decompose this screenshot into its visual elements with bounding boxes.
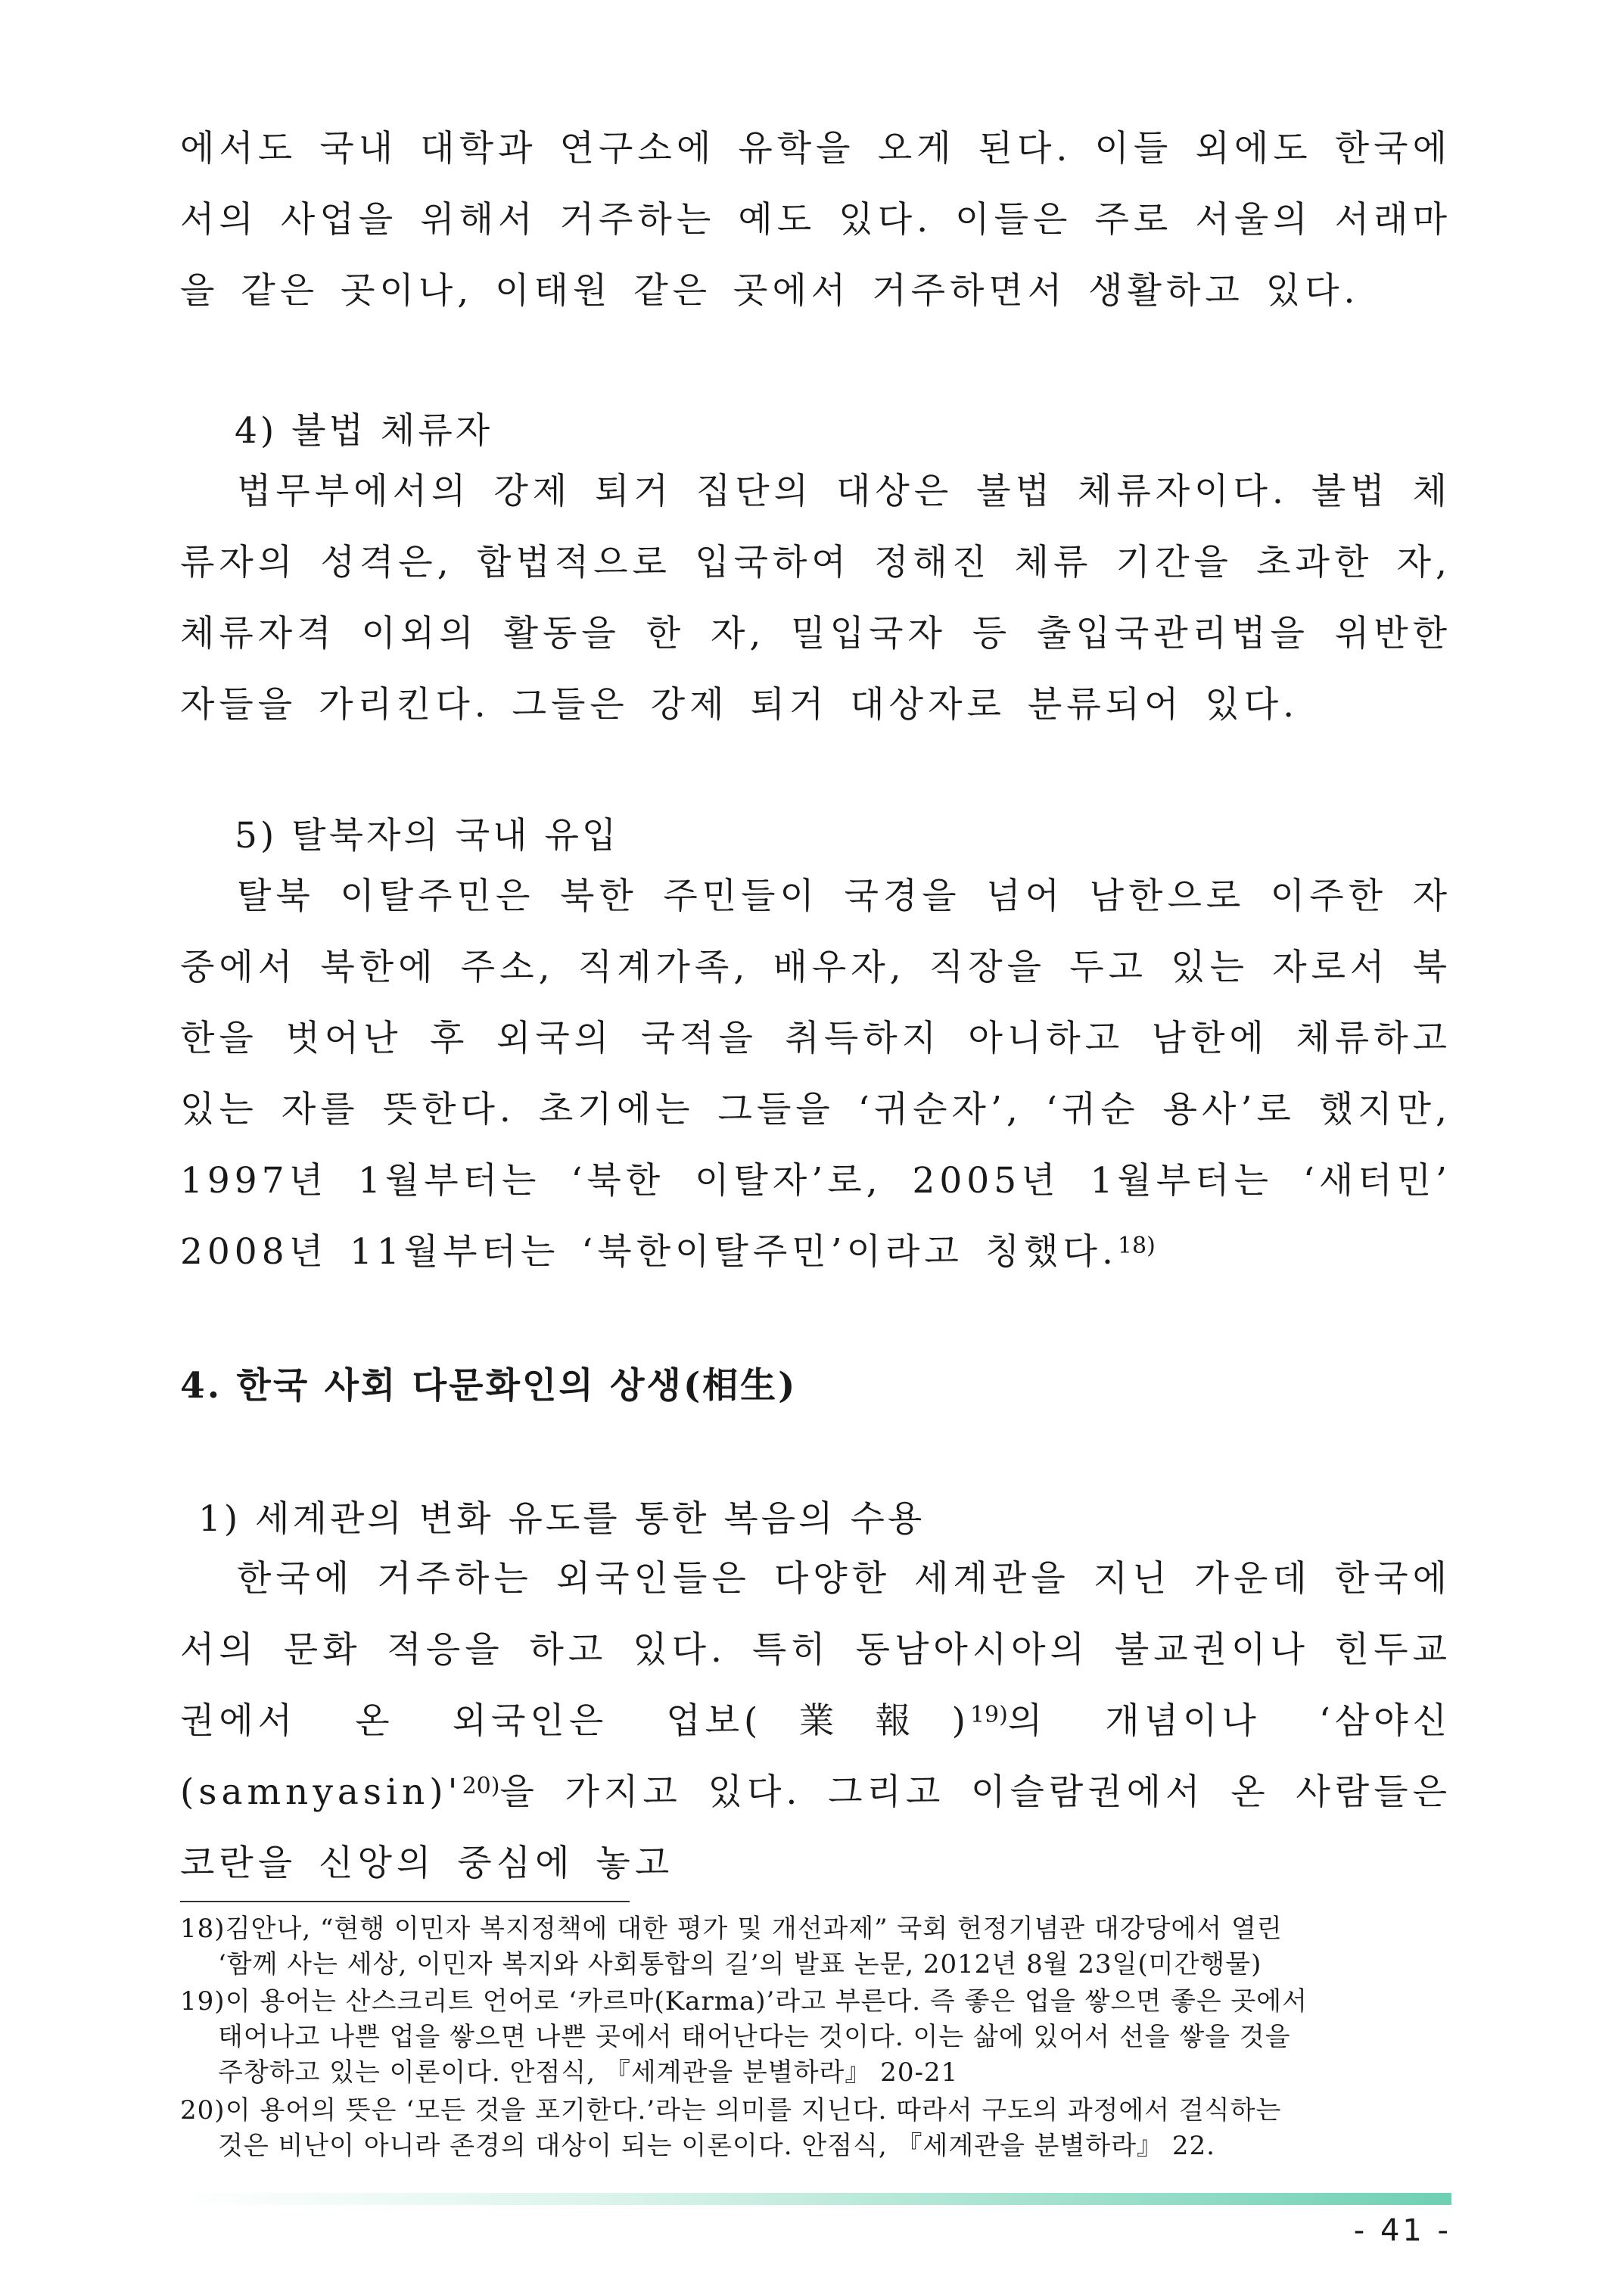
paragraph-intro: 에서도 국내 대학과 연구소에 유학을 오게 된다. 이들 외에도 한국에서의 사업을 위해서 거주하는 예도 있다. 이들은 주로 서울의 서래마을 같은 곳이나, 이태원 같은 곳에서 거주하면서 생활하고 있다. xyxy=(180,128,1451,312)
worldview-text-b: 의 개념이나 ‘삼야신(samnyasin)' xyxy=(180,1700,1452,1813)
paragraph-worldview xyxy=(180,1544,1451,1899)
subsection-title-defectors: 5) 탈북자의 국내 유입 xyxy=(235,815,620,857)
footnote-line: 이 용어의 뜻은 ‘모든 것을 포기한다.’라는 의미를 지닌다. 따라서 구도의 과정에서 걸식하는 xyxy=(225,2095,1282,2126)
paragraph-illegal-residents: 법무부에서의 강제 퇴거 집단의 대상은 불법 체류자이다. 불법 체류자의 성격은, 합법적으로 입국하여 정해진 체류 기간을 초과한 자, 체류자격 이외의 활동을 한 자, 밀입국자 등 출입국관리법을 위반한 자들을 가리킨다. 그들은 강제 퇴거 대상자로 분류되어 있다. xyxy=(180,471,1451,726)
footnote-number: 19) xyxy=(180,1986,226,2017)
footnote-18 xyxy=(180,1911,1451,1982)
footnote-19 xyxy=(180,1984,1451,2091)
footnote-20 xyxy=(180,2093,1451,2164)
subsection-title-worldview: 1) 세계관의 변화 유도를 통한 복음의 수용 xyxy=(198,1498,926,1540)
footnote-ref-18[interactable]: 18) xyxy=(1117,1233,1156,1259)
footnote-number: 20) xyxy=(180,2095,226,2126)
worldview-text-c: 을 가지고 있다. 그리고 이슬람권에서 온 사람들은 코란을 신앙의 중심에 놓고 xyxy=(180,1771,1451,1884)
footnote-line: 것은 비난이 아니라 존경의 대상이 되는 이론이다. 안점식, 『세계관을 분별하라』 22. xyxy=(218,2131,1215,2161)
worldview-text-a: 한국에 거주하는 외국인들은 다양한 세계관을 지닌 가운데 한국에서의 문화 적응을 하고 있다. 특히 동남아시아의 불교권이나 힌두교 권에서 온 외국인은 업보(業報) xyxy=(180,1558,1451,1742)
footnote-line: 주창하고 있는 이론이다. 안점식, 『세계관을 분별하라』 20-21 xyxy=(218,2057,959,2088)
footer-gradient-bar xyxy=(180,2193,1451,2205)
chapter-heading: 4. 한국 사회 다문화인의 상생(相生) xyxy=(180,1365,798,1407)
subsection-title-illegal-residents: 4) 불법 체류자 xyxy=(235,410,493,452)
footnote-ref-19[interactable]: 19) xyxy=(969,1702,1008,1728)
footnote-line: ‘함께 사는 세상, 이민자 복지와 사회통합의 길’의 발표 논문, 2012년 8월 23일(미간행물) xyxy=(218,1949,1262,1979)
paragraph-defectors xyxy=(180,861,1451,1288)
footnote-number: 18) xyxy=(180,1914,226,1944)
page-number: - 41 - xyxy=(1353,2213,1451,2248)
footnote-line: 김안나, “현행 이민자 복지정책에 대한 평가 및 개선과제” 국회 헌정기념관 대강당에서 열린 xyxy=(225,1914,1283,1944)
footnote-ref-20[interactable]: 20) xyxy=(462,1773,500,1799)
defectors-text: 탈북 이탈주민은 북한 주민들이 국경을 넘어 남한으로 이주한 자 중에서 북한에 주소, 직계가족, 배우자, 직장을 두고 있는 자로서 북한을 벗어난 후 외국의 국적을 취득하지 아니하고 남한에 체류하고 있는 자를 뜻한다. 초기에는 그들을 ‘귀순자’, ‘귀순 용사’로 했지만, 1997년 1월부터는 ‘북한 이탈자’로, 2005년 1월부터는 ‘새터민’ 2008년 11월부터는 ‘북한이탈주민’이라고 칭했다. xyxy=(180,875,1451,1273)
footnote-line: 태어나고 나쁜 업을 쌓으면 나쁜 곳에서 태어난다는 것이다. 이는 삶에 있어서 선을 쌓을 것을 xyxy=(218,2022,1291,2052)
footnote-divider xyxy=(180,1901,630,1902)
footnote-line: 이 용어는 산스크리트 언어로 ‘카르마(Karma)’라고 부른다. 즉 좋은 업을 쌓으면 좋은 곳에서 xyxy=(225,1986,1308,2017)
